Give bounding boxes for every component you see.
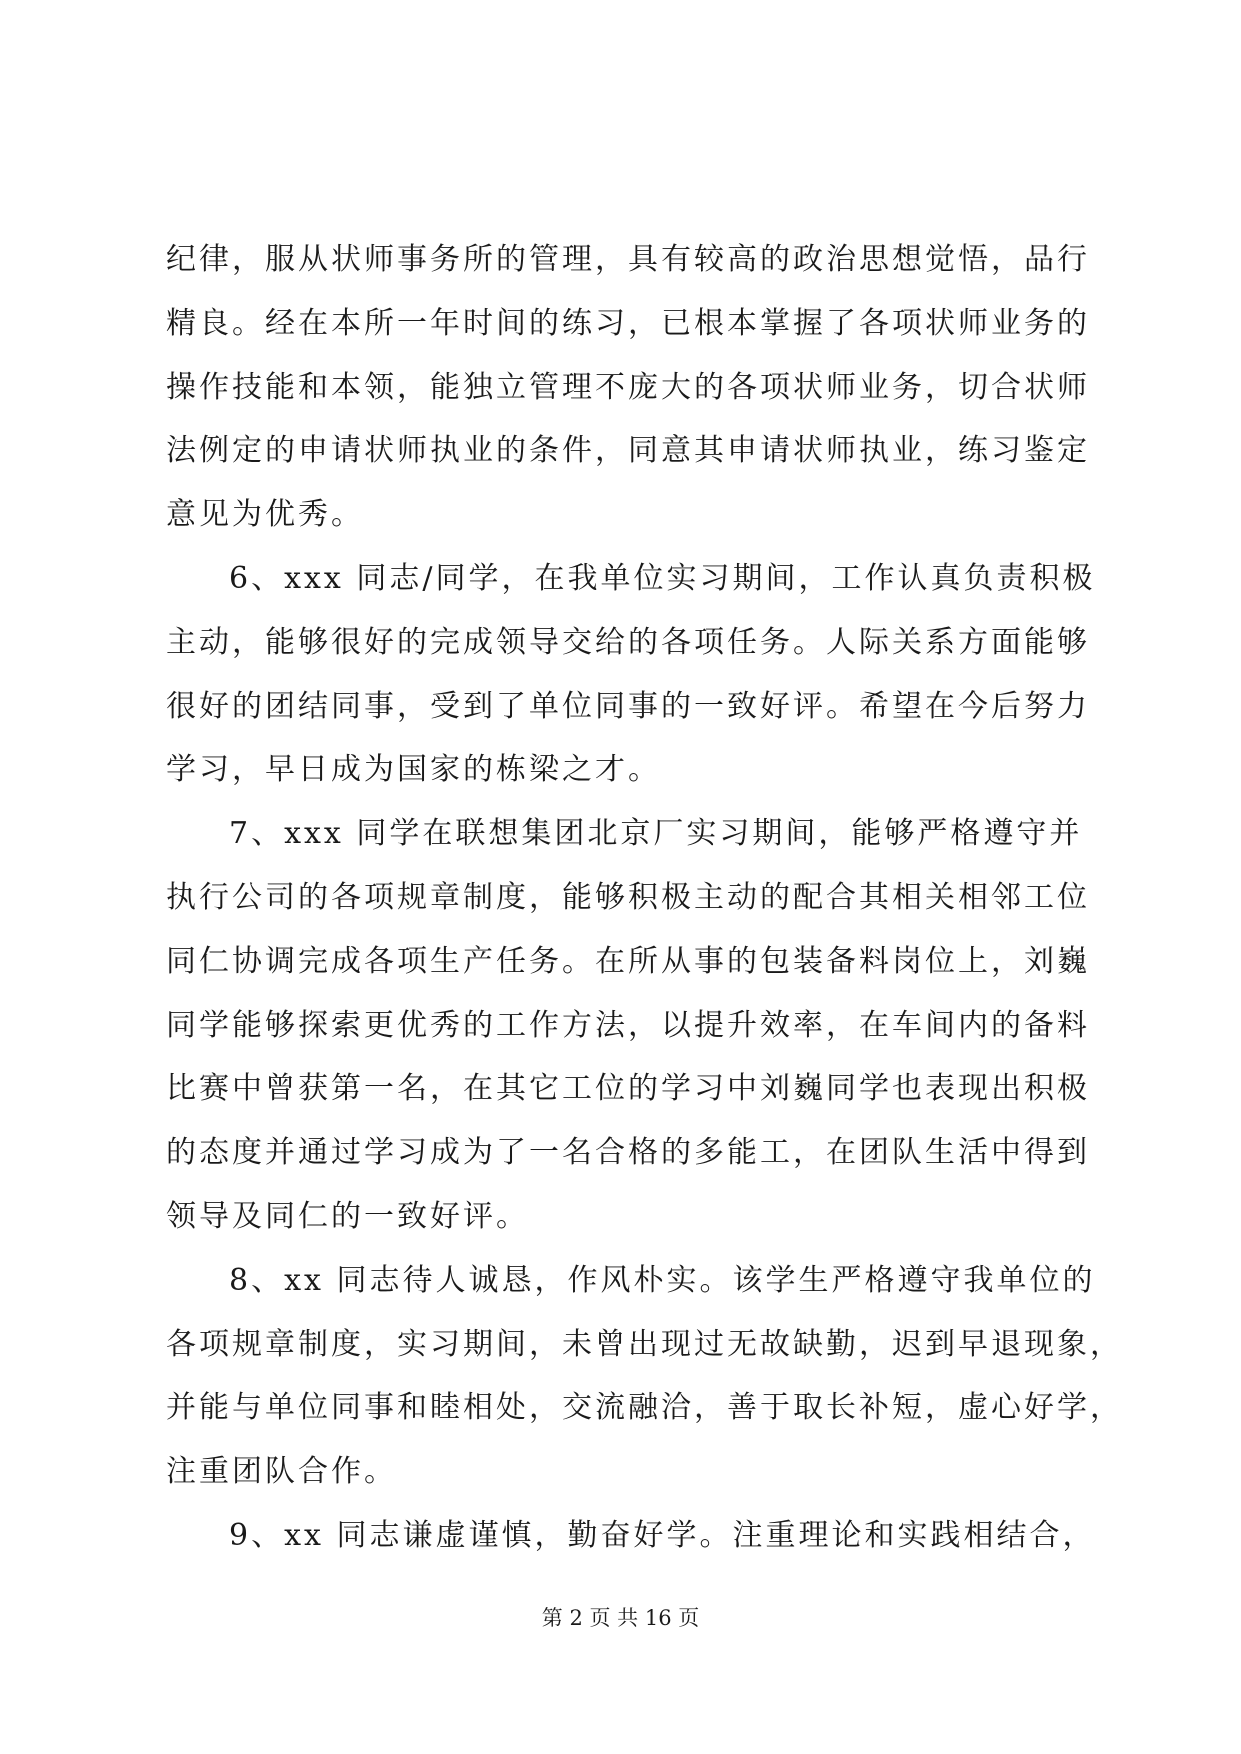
text-line: 学习，早日成为国家的栋梁之才。: [166, 752, 661, 788]
text-line: 同仁协调完成各项生产任务。在所从事的包装备料岗位上，刘巍: [166, 943, 1090, 979]
text-line: 主动，能够很好的完成领导交给的各项任务。人际关系方面能够: [166, 624, 1090, 660]
text-line: 各项规章制度，实习期间，未曾出现过无故缺勤，迟到早退现象，: [166, 1326, 1123, 1362]
text-line: 并能与单位同事和睦相处，交流融洽，善于取长补短，虚心好学，: [166, 1390, 1123, 1426]
text-line: 精良。经在本所一年时间的练习，已根本掌握了各项状师业务的: [166, 305, 1090, 341]
paragraph-6-first-line: 6、xxx 同志/同学，在我单位实习期间，工作认真负责积极: [229, 560, 1096, 596]
text-line: 的态度并通过学习成为了一名合格的多能工，在团队生活中得到: [166, 1135, 1090, 1171]
paragraph-7-first-line: 7、xxx 同学在联想集团北京厂实习期间，能够严格遵守并: [229, 816, 1083, 852]
document-body: [166, 228, 1123, 1568]
text-line: 比赛中曾获第一名，在其它工位的学习中刘巍同学也表现出积极: [166, 1071, 1090, 1107]
text-line: 同学能够探索更优秀的工作方法，以提升效率，在车间内的备料: [166, 1007, 1090, 1043]
text-line: 纪律，服从状师事务所的管理，具有较高的政治思想觉悟，品行: [166, 242, 1090, 277]
text-line: 法例定的申请状师执业的条件，同意其申请状师执业，练习鉴定: [166, 433, 1090, 469]
text-line: 意见为优秀。: [166, 497, 364, 533]
text-line: 执行公司的各项规章制度，能够积极主动的配合其相关相邻工位: [166, 879, 1090, 915]
paragraph-9-first-line: 9、xx 同志谦虚谨慎，勤奋好学。注重理论和实践相结合，: [229, 1517, 1096, 1553]
page-footer: 第 2 页 共 16 页: [541, 1606, 700, 1630]
text-line: 很好的团结同事，受到了单位同事的一致好评。希望在今后努力: [166, 688, 1090, 724]
paragraph-8-first-line: 8、xx 同志待人诚恳，作风朴实。该学生严格遵守我单位的: [229, 1262, 1096, 1298]
text-line: 领导及同仁的一致好评。: [166, 1198, 529, 1234]
text-line: 操作技能和本领，能独立管理不庞大的各项状师业务，切合状师: [166, 369, 1090, 405]
text-line: 注重团队合作。: [166, 1454, 397, 1490]
